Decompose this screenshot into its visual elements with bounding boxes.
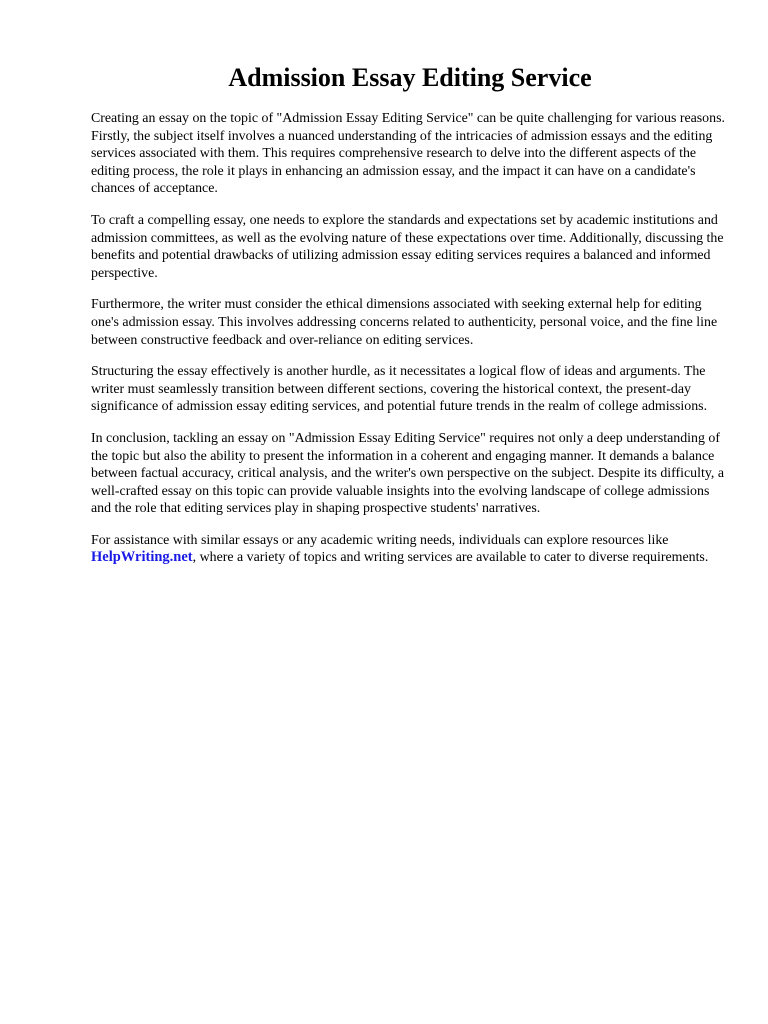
- document-title: Admission Essay Editing Service: [228, 63, 592, 92]
- paragraph-structure: Structuring the essay effectively is another hurdle, as it necessitates a logical flow of ideas and arguments. The writer must seamlessly transition between different sections, covering the historical context, the present-day significance of admission essay editing services, and potential future trends in the realm of college admissions.: [91, 364, 708, 415]
- closing-text-after-link: , where a variety of topics and writing services are available to cater to diverse requirements.: [192, 550, 709, 566]
- paragraph-closing: [91, 532, 727, 567]
- paragraph-intro: Creating an essay on the topic of "Admission Essay Editing Service" can be quite challenging for various reasons. Firstly, the subject itself involves a nuanced understanding of the intricacies of admission essays and the editing services associated with them. This requires comprehensive research to delve into the different aspects of the editing process, the role it plays in enhancing an admission essay, and the impact it can have on a candidate's chances of acceptance.: [91, 111, 725, 197]
- paragraph-conclusion: In conclusion, tackling an essay on "Admission Essay Editing Service" requires not only a deep understanding of the topic but also the ability to present the information in a coherent and engaging manner. It demands a balance between factual accuracy, critical analysis, and the writer's own perspective on the subject. Despite its difficulty, a well-crafted essay on this topic can provide valuable insights into the evolving landscape of college admissions and the role that editing services play in shaping prospective students' narratives.: [91, 430, 724, 517]
- document-page: [91, 62, 727, 581]
- closing-text-before-link: For assistance with similar essays or any academic writing needs, individuals can explore resources like: [91, 532, 669, 548]
- paragraph-standards: To craft a compelling essay, one needs to explore the standards and expectations set by academic institutions and admission committees, as well as the evolving nature of these expectations over time. Additionally, discussing the benefits and potential drawbacks of utilizing admission essay editing services requires a balanced and informed perspective.: [91, 212, 724, 281]
- paragraph-ethics: Furthermore, the writer must consider the ethical dimensions associated with seeking external help for editing one's admission essay. This involves addressing concerns related to authenticity, personal voice, and the fine line between constructive feedback and over-reliance on editing services.: [91, 297, 718, 348]
- helpwriting-link[interactable]: HelpWriting.net: [91, 549, 193, 566]
